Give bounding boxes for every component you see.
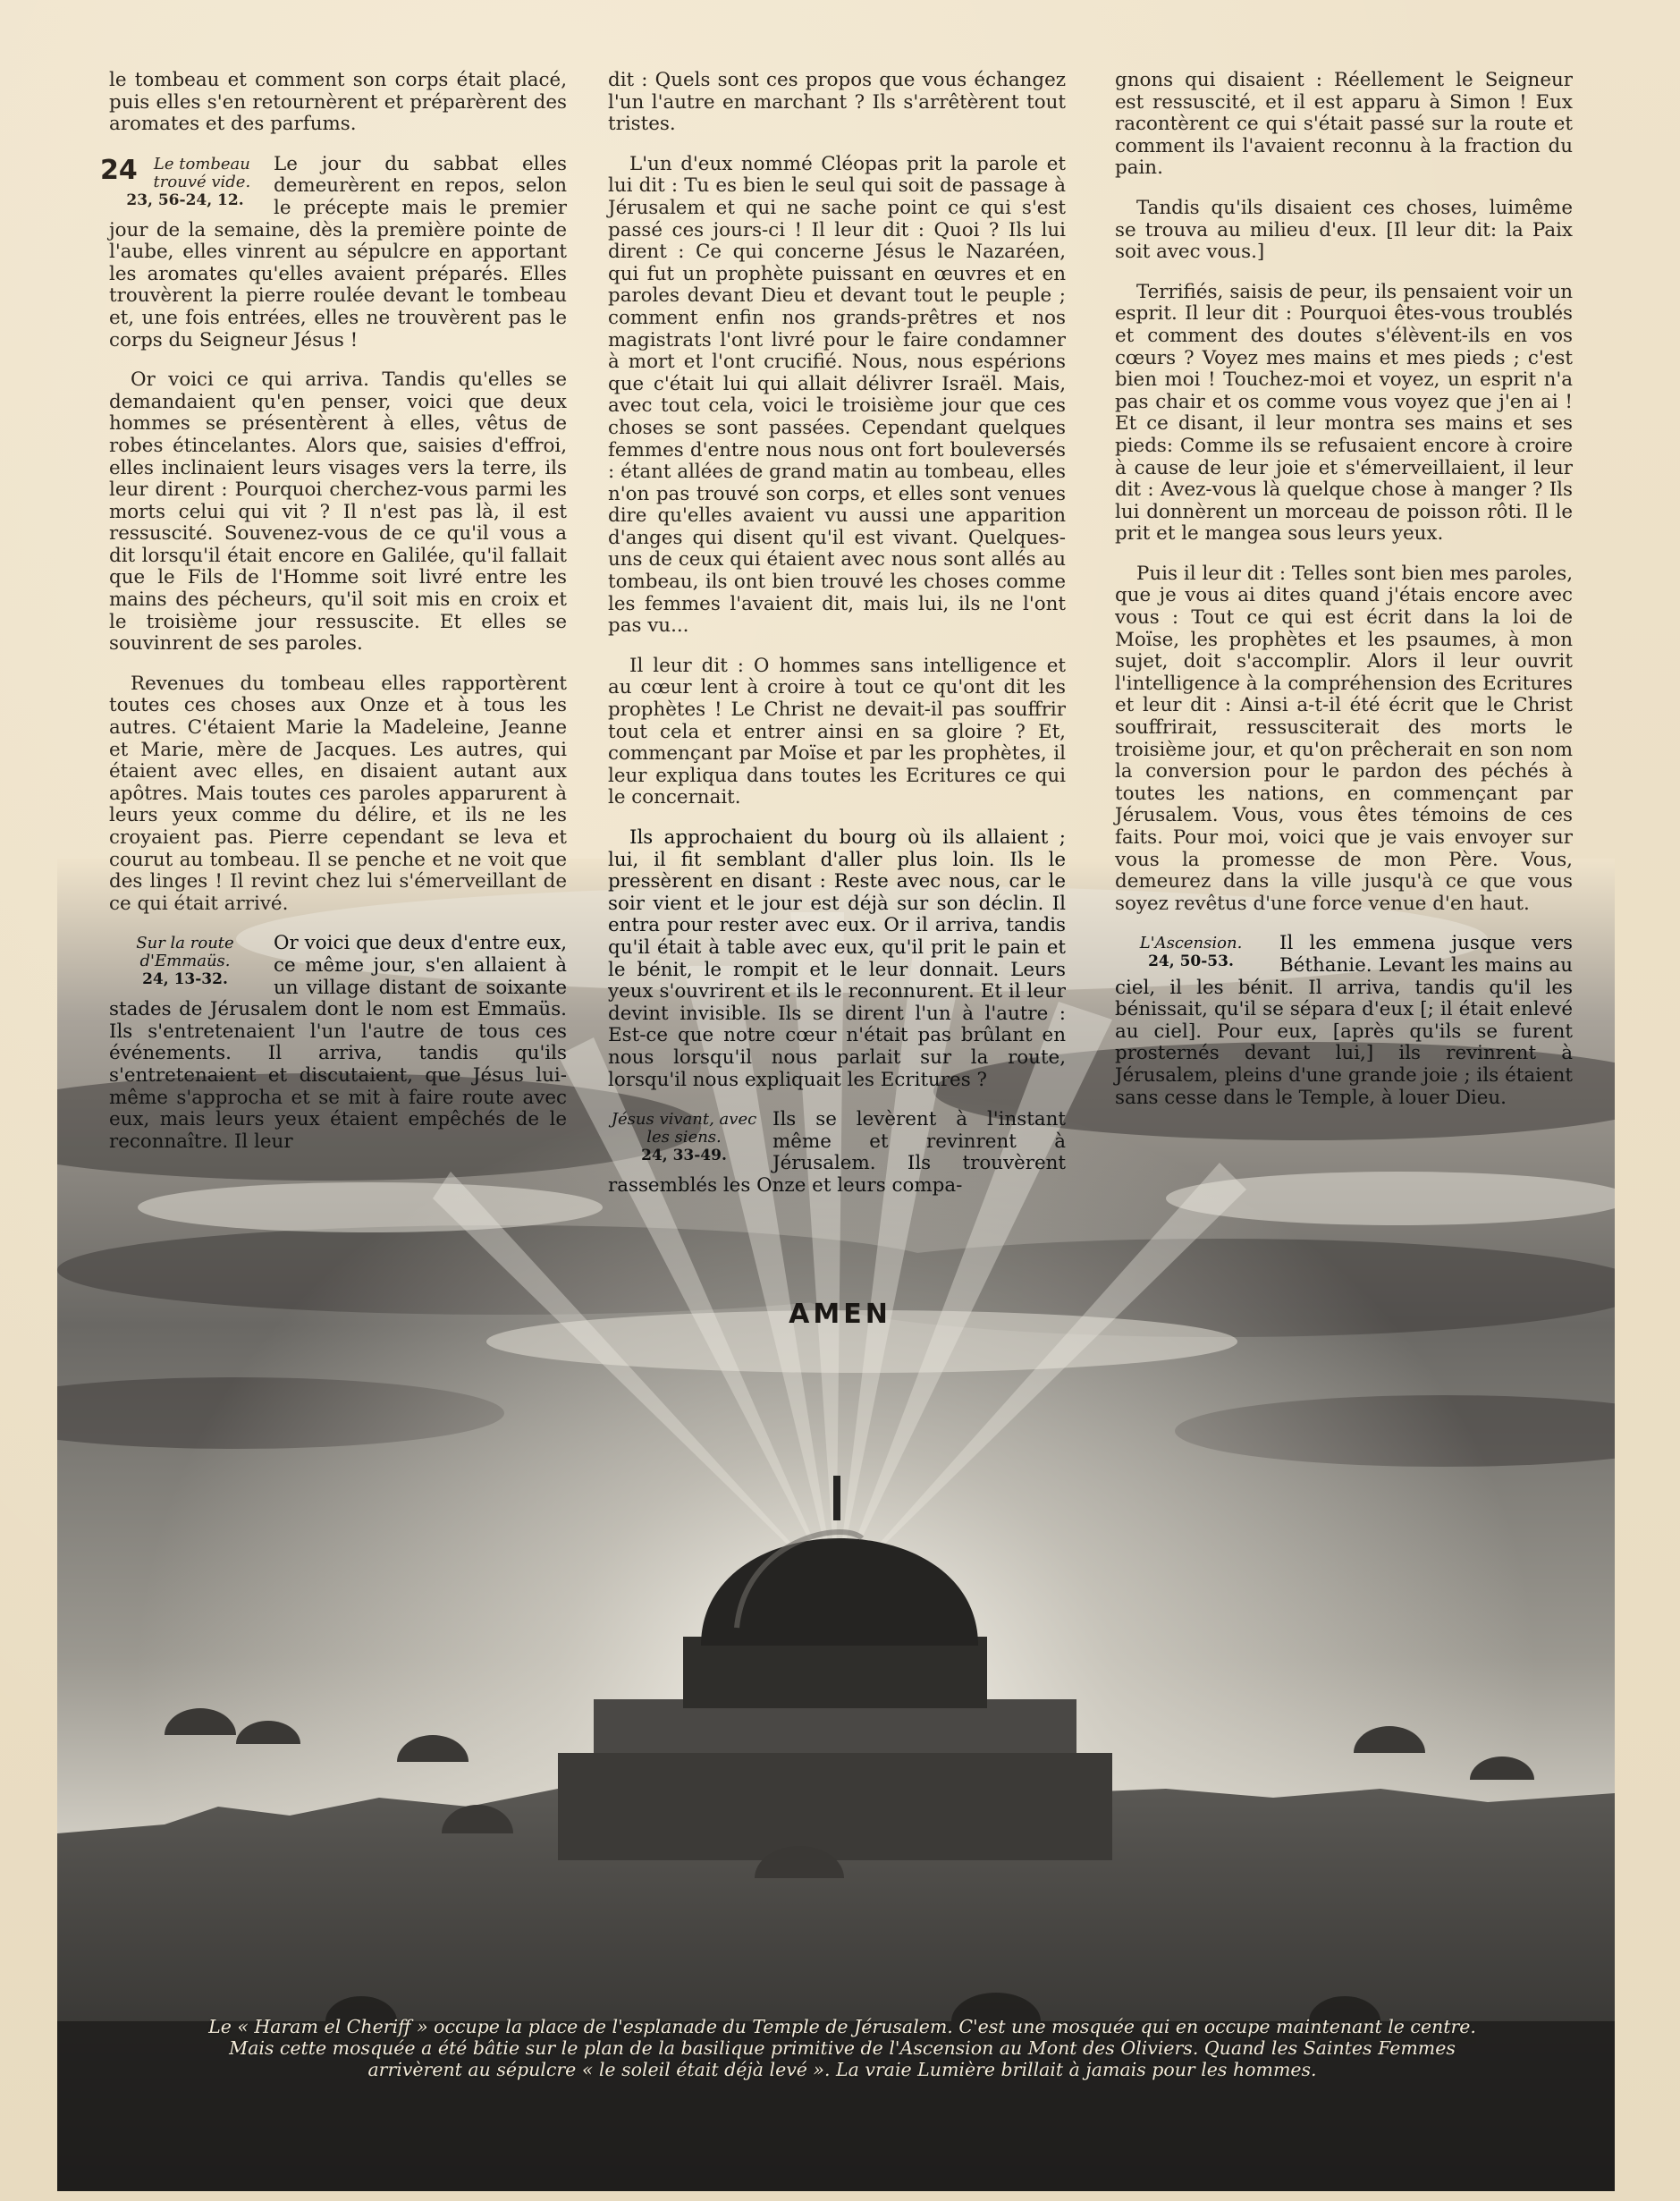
col3-paragraph-2: Terrifiés, saisis de peur, ils pensaient voir un esprit. Il leur dit : Pourquoi êtes-vous troublés et comment des doutes s'élèvent-ils en vos cœurs ? Voyez mes mains et mes pieds ; c'est bien moi ! Touchez-moi et voyez, un esprit n'a pas chair et os comme vous voyez que j'en ai ! Et ce disant, il leur montra ses mains et ses pieds: Comme ils se refusaient encore à croire à cause de leur joie et s'émerveillaient, il leur dit : Avez-vous là quelque chose à manger ? Ils lui donnèrent un morceau de poisson rôti. Il le prit et le mangea sous leurs yeux. [1115, 280, 1573, 546]
col2-paragraph-2: Il leur dit : O hommes sans intelligence et au cœur lent à croire à tout ce qu'ont dit les prophètes ! Le Christ ne devait-il pas souffrir tout cela et entrer ainsi en sa gloire ? Et, commençant par Moïse et par les prophètes, il leur expliqua dans toutes les Ecritures ce qui le concernait. [608, 654, 1066, 809]
col1-paragraph-0: le tombeau et comment son corps était placé, puis elles s'en retournèrent et préparèrent des aromates et des parfums. [109, 69, 567, 136]
col1-paragraph-3: Revenues du tombeau elles rapportèrent toutes ces choses aux Onze et à tous les autres. C'étaient Marie la Madeleine, Jeanne et Marie, mère de Jacques. Les autres, qui étaient avec elles, en disaient autant aux apôtres. Mais toutes ces paroles apparurent à leurs yeux comme du délire, et ils ne les croyaient pas. Pierre cependant se leva et courut au tombeau. Il se penche et ne voit que des linges ! Il revint chez lui s'émerveillant de ce qui était arrivé. [109, 672, 567, 915]
col2-paragraph-3: Ils approchaient du bourg où ils allaient ; lui, il fit semblant d'aller plus loin. Ils le pressèrent en disant : Reste avec nous, car le soir vient et le jour est déjà sur son déclin. Il entra pour rester avec eux. Or il arriva, tandis qu'il était à table avec eux, qu'il prit le pain et le bénit, le rompit et le leur donnait. Leurs yeux s'ouvrirent et ils le reconnurent. Et il leur devint invisible. Ils se dirent l'un à l'autre : Est-ce que notre cœur n'était pas brûlant en nous lorsqu'il nous parlait sur la route, lorsqu'il nous expliquait les Ecritures ? [608, 826, 1066, 1091]
col2-paragraph-1: L'un d'eux nommé Cléopas prit la parole et lui dit : Tu es bien le seul qui soit de passage à Jérusalem et qui ne sache point ce qui s'est passé ces jours-ci ! Il leur dit : Quoi ? Ils lui dirent : Ce qui concerne Jésus le Nazaréen, qui fut un prophète puissant en œuvres et en paroles devant Dieu et devant tout le peuple ; comment enfin nos grands-prêtres et nos magistrats l'ont livré pour le faire condamner à mort et l'ont crucifié. Nous, nous espérions que c'était lui qui allait délivrer Israël. Mais, avec tout cela, voici le troisième jour que ces choses se sont passées. Cependant quelques femmes d'entre nous nous ont fort bouleversés : étant allées de grand matin au tombeau, elles n'on pas trouvé son corps, et elles sont venues dire qu'elles avaient vu aussi une apparition d'anges qui disent qu'il est vivant. Quelques-uns de ceux qui étaient avec nous sont allés au tombeau, ils ont bien trouvé les choses comme les femmes l'avaient dit, mais lui, ils ne l'ont pas vu... [608, 152, 1066, 638]
sidehead-emmaus [109, 935, 261, 988]
photo-caption [109, 2016, 1575, 2080]
col3-paragraph-3: Puis il leur dit : Telles sont bien mes paroles, que je vous ai dites quand j'étais encore avec vous : Tout ce qui est écrit dans la loi de Moïse, les prophètes et les psaumes, à mon sujet, doit s'accomplir. Alors il leur ouvrit l'intelligence à la compréhension des Ecritures et leur dit : Ainsi a-t-il été écrit que le Christ souffrirait, ressusciterait des morts le troisième jour, et qu'on prêcherait en son nom la conversion pour le pardon des péchés à toutes les nations, en commençant par Jérusalem. Vous, vous êtes témoins de ces faits. Pour moi, voici que je vais envoyer sur vous la promesse de mon Père. Vous, demeurez dans la ville jusqu'à ce que vous soyez revêtus d'une force venue d'en haut. [1115, 562, 1573, 915]
sidehead-title: Jésus vivant, avec les siens. [611, 1110, 757, 1147]
sidehead-reference: 24, 50-53. [1148, 952, 1234, 971]
sidehead-title: Sur la route d'Emmaüs. [136, 934, 234, 971]
sidehead-reference: 24, 33-49. [641, 1147, 727, 1165]
sidehead-title: Le tombeau trouvé vide. [153, 154, 251, 191]
chapter-number: 24 [100, 154, 138, 186]
sidehead-jesus-vivant [608, 1111, 760, 1164]
col2-paragraph-4: Ils se levèrent à l'instant même et revinrent à Jérusalem. Ils trouvèrent rassemblés les Onze et leurs compa- [608, 1108, 1066, 1197]
column-3 [1115, 70, 1573, 1127]
caption-line-2: Mais cette mosquée a été bâtie sur le plan de la basilique primitive de l'Ascension au Mont des Oliviers. Quand les Saintes Femmes [229, 2037, 1456, 2059]
col3-paragraph-1: Tandis qu'ils disaient ces choses, luimême se trouva au milieu d'eux. [Il leur dit: la Paix soit avec vous.] [1115, 196, 1573, 264]
column-1 [100, 69, 567, 1171]
col3-paragraph-4: Il les emmena jusque vers Béthanie. Levant les mains au ciel, il les bénit. Il arriva, tandis qu'il les bénissait, qu'il se sépara d'eux [; il était enlevé au ciel]. Pour eux, [après qu'ils se furent prosternés devant lui,] ils revinrent à Jérusalem, pleins d'une grande joie ; ils étaient sans cesse dans le Temple, à louer Dieu. [1115, 932, 1573, 1109]
column-2 [608, 70, 1066, 1215]
sidehead-reference: 23, 56-24, 12. [126, 190, 244, 209]
amen-heading: AMEN [789, 1299, 891, 1330]
caption-line-1: Le « Haram el Cheriff » occupe la place de l'esplanade du Temple de Jérusalem. C'est une mosquée qui en occupe maintenant le centre. [208, 2016, 1476, 2037]
col3-paragraph-0: gnons qui disaient : Réellement le Seigneur est ressuscité, et il est apparu à Simon ! Eux racontèrent ce qui s'était passé sur la route et comment ils l'avaient reconnu à la fraction du pain. [1115, 69, 1573, 180]
sidehead-ascension [1115, 935, 1267, 970]
col1-paragraph-2: Or voici ce qui arriva. Tandis qu'elles se demandaient qu'en penser, voici que deux hommes se présentèrent à elles, vêtus de robes étincelantes. Alors que, saisies d'effroi, elles inclinaient leurs visages vers la terre, ils leur dirent : Pourquoi cherchez-vous parmi les morts celui qui vit ? Il n'est pas là, il est ressuscité. Souvenez-vous de ce qu'il vous a dit lorsqu'il était encore en Galilée, qu'il fallait que le Fils de l'Homme soit livré entre les mains des pécheurs, qu'il soit mis en croix et le troisième jour ressuscite. Et elles se souvinrent de ses paroles. [109, 368, 567, 656]
sidehead-reference: 24, 13-32. [142, 970, 228, 989]
sidehead-title: L'Ascension. [1139, 934, 1243, 953]
caption-line-3: arrivèrent au sépulcre « le soleil était déjà levé ». La vraie Lumière brillait à jamais pour les hommes. [367, 2059, 1317, 2080]
col1-paragraph-4: Or voici que deux d'entre eux, ce même jour, s'en allaient à un village distant de soixante stades de Jérusalem dont le nom est Emmaüs. Ils s'entretenaient l'un l'autre de tous ces événements. Il arriva, tandis qu'ils s'entretenaient et discutaient, que Jésus lui-même s'approcha et se mit à faire route avec eux, mais leurs yeux étaient empêchés de le reconnaître. Il leur [109, 932, 567, 1153]
col1-paragraph-1: Le jour du sabbat elles demeurèrent en repos, selon le précepte mais le premier jour de la semaine, dès la première pointe de l'aube, elles vinrent au sépulcre en apportant les aromates qu'elles avaient préparés. Elles trouvèrent la pierre roulée devant le tombeau et, une fois entrées, elles ne trouvèrent pas le corps du Seigneur Jésus ! [109, 152, 567, 351]
sidehead-tombeau [100, 154, 261, 209]
col2-paragraph-0: dit : Quels sont ces propos que vous échangez l'un l'autre en marchant ? Ils s'arrêtèrent tout tristes. [608, 69, 1066, 136]
